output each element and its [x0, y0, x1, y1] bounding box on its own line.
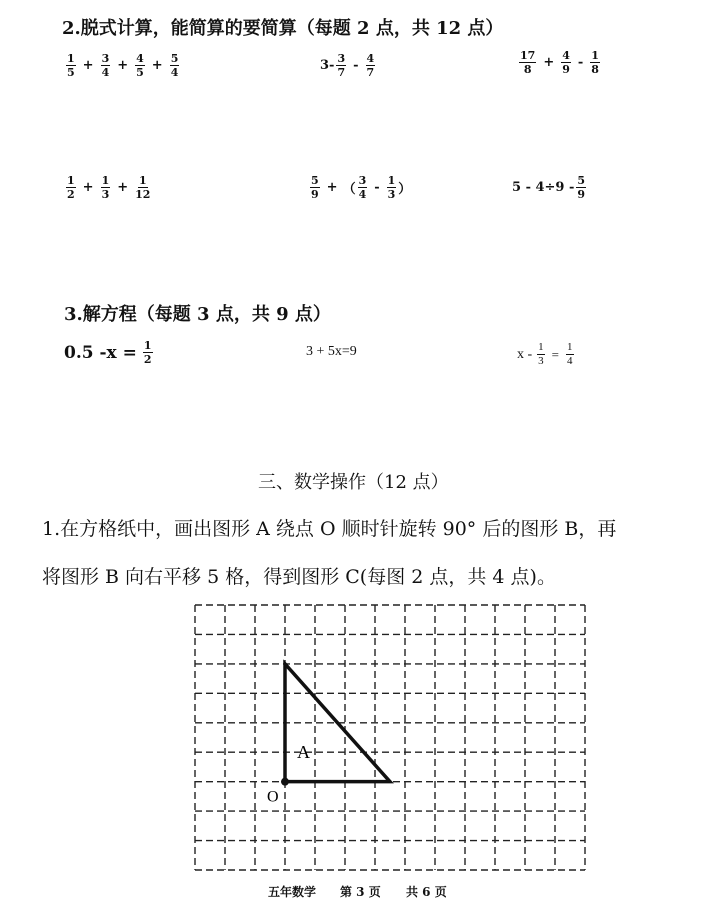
term: （ [342, 182, 356, 197]
calc-item-5 [308, 175, 411, 200]
calc-item-1 [64, 53, 181, 78]
fraction: $\frac{1}{8}$ [591, 49, 599, 76]
term: 3- [320, 58, 335, 73]
operator: + [82, 180, 94, 195]
term: 5 - 4÷9 - [512, 180, 575, 195]
instruction-line-2: 将图形 B 向右平移 5 格，得到图形 C(每图 2 点，共 4 点)。 [42, 566, 556, 588]
fraction: $\frac{4}{5}$ [136, 52, 144, 79]
q3-heading: 3.解方程（每题 3 点，共 9 点） [64, 304, 331, 325]
fraction: $\frac{5}{4}$ [170, 52, 179, 79]
operator: + [326, 180, 338, 195]
operator: + [117, 180, 129, 195]
operator: - [577, 55, 584, 70]
calc-item-6 [512, 175, 588, 200]
fraction: $\frac{1}{3}$ [387, 174, 396, 201]
fraction: $\frac{1}{5}$ [67, 52, 75, 79]
fraction: $\frac{3}{7}$ [337, 52, 346, 79]
calc-item-3 [517, 50, 602, 75]
calc-item-2 [320, 53, 377, 78]
fraction: $\frac{4}{9}$ [562, 49, 570, 76]
equation-1-fraction: $\frac{1}{2}$ [143, 339, 152, 366]
shape-label-a: A [297, 742, 310, 763]
footer-total: 共 6 页 [406, 885, 447, 899]
operator: + [151, 58, 163, 73]
fraction: $\frac{1}{3}$ [101, 174, 110, 201]
equation-2: 3 + 5x=9 [306, 344, 357, 359]
point-o [281, 778, 289, 786]
operator: + [82, 58, 94, 73]
operator: + [117, 58, 129, 73]
fraction: $\frac{1}{2}$ [67, 174, 75, 201]
equation-1-lhs: 0.5 -x = [64, 342, 137, 363]
fraction: $\frac{3}{4}$ [101, 52, 110, 79]
fraction: $\frac{3}{4}$ [358, 174, 367, 201]
q2-heading: 2.脱式计算，能简算的要简算（每题 2 点，共 12 点） [62, 18, 504, 39]
term: ） [398, 182, 412, 197]
fraction: $\frac{5}{9}$ [577, 174, 586, 201]
fraction: $\frac{5}{9}$ [311, 174, 319, 201]
grid-paper[interactable] [190, 600, 590, 875]
grid-lines [195, 605, 585, 870]
operator: - [353, 58, 359, 73]
fraction: $\frac{17}{8}$ [520, 49, 536, 76]
fraction: $\frac{4}{7}$ [366, 52, 375, 79]
point-label-o: O [267, 788, 279, 806]
footer-subject: 五年数学 [268, 885, 317, 899]
instruction-line-1: 1.在方格纸中，画出图形 A 绕点 O 顺时针旋转 90° 后的图形 B，再 [42, 518, 617, 540]
fraction: $\frac{1}{12}$ [135, 174, 151, 201]
calc-item-4 [64, 175, 152, 200]
equation-1 [64, 340, 155, 365]
equation-3: x - $\frac{1}{3}$ = $\frac{1}{4}$ [517, 341, 573, 367]
footer-page: 第 3 页 [340, 885, 381, 899]
operator: - [374, 180, 380, 195]
operator: + [543, 55, 555, 70]
section-3-title: 三、数学操作（12 点） [258, 472, 449, 493]
